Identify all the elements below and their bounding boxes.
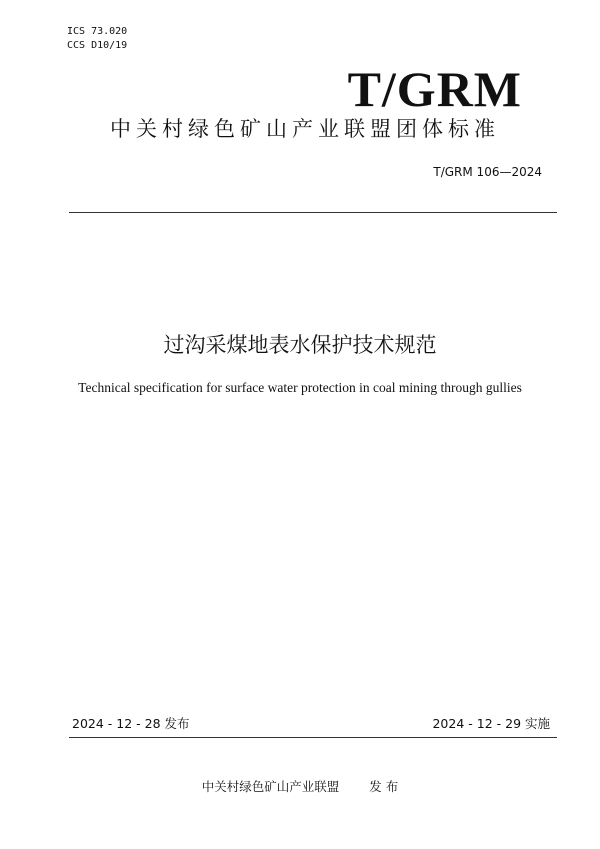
issue-date: 2024 - 12 - 28 发布 — [72, 716, 190, 731]
standard-number: T/GRM 106—2024 — [433, 165, 542, 179]
ccs-code: CCS D10/19 — [67, 40, 128, 51]
standard-logo: T/GRM — [347, 61, 522, 117]
classification-codes — [67, 25, 127, 53]
publish-label: 发 布 — [369, 779, 399, 794]
publisher-line — [0, 778, 600, 796]
title-english: Technical specification for surface water protection in coal mining through gullies — [78, 380, 522, 395]
footer-divider — [69, 737, 557, 738]
title-chinese: 过沟采煤地表水保护技术规范 — [163, 333, 437, 357]
implementation-date: 2024 - 12 - 29 实施 — [432, 716, 550, 731]
organization-name: 中关村绿色矿山产业联盟团体标准 — [110, 117, 500, 141]
publisher-name: 中关村绿色矿山产业联盟 — [201, 779, 340, 794]
header-divider — [69, 212, 557, 213]
ics-code: ICS 73.020 — [67, 26, 128, 37]
